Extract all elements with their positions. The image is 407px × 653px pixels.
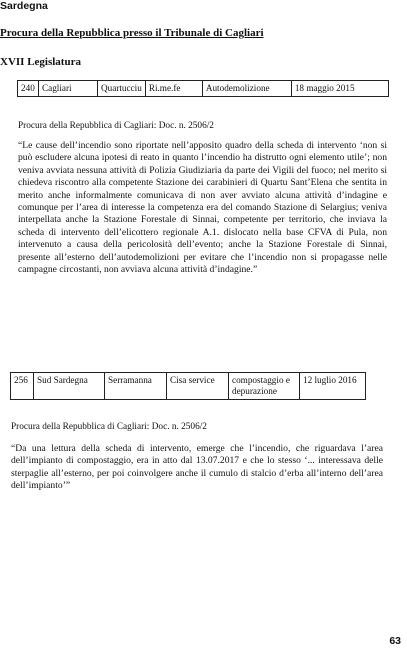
record-number: 256 [11, 373, 34, 400]
document-reference: Procura della Repubblica di Cagliari: Doc. n. 2506/2 [11, 422, 207, 432]
record-date: 18 maggio 2015 [291, 81, 388, 97]
quote-text: “Le cause dell’incendio sono riportate nell’apposito quadro della scheda di intervento ‘non si può escludere alcuna ipotesi di reato in quanto l’incendio ha distrutto ogni elemento utile’; non veniva avviata nessuna attività di Polizia Giudiziaria da parte dei Vigili del fuoco; nel merito si chiedeva riscontro alla competente Stazione dei carabinieri di Quartu Sant’Elena che sentita in merito anche informalmente comunicava di non aver avviato alcuna attività d’indagine e comunque per l’area di interesse la competenza era del comando Stazione di Selargius; veniva interpellata anche la Stazione Forestale di Sinnai, competente per territorio, che inviava la scheda di intervento dell’elicottero regionale A.1. dislocato nella base CFVA di Pula, non intervenuto a causa della pericolosità dell’evento; anche la Stazione Forestale di Sinnai, presente all’esterno dell’autodemolizioni per evitare che l’incendio non si propagasse nelle campagne circostanti, non avviava alcuna attività d’indagine.” [18, 140, 387, 276]
record-date: 12 luglio 2016 [300, 373, 366, 400]
procura-heading: Procura della Repubblica presso il Tribunale di Cagliari [0, 27, 264, 39]
record-activity: compostaggio e depurazione [229, 373, 300, 400]
record-company: Cisa service [167, 373, 229, 400]
record-province: Sud Sardegna [34, 373, 105, 400]
record-province: Cagliari [39, 81, 98, 97]
record-company: Ri.me.fe [145, 81, 202, 97]
page-number: 63 [389, 635, 401, 647]
record-municipality: Serramanna [105, 373, 167, 400]
document-reference: Procura della Repubblica di Cagliari: Doc. n. 2506/2 [18, 121, 214, 131]
table-row [18, 81, 389, 97]
legislatura-heading: XVII Legislatura [0, 56, 81, 68]
record-number: 240 [18, 81, 39, 97]
record-table [10, 372, 366, 400]
table-row [11, 373, 366, 400]
region-heading: Sardegna [0, 0, 48, 12]
quote-text: “Da una lettura della scheda di intervento, emerge che l’incendio, che riguardava l’area dell’impianto di compostaggio, era in atto dal 13.07.2017 e che lo stesso ‘... interessava delle sterpaglie all’esterno, per poi coinvolgere anche il cumulo di stalcio d’erba all’interno dell’area dell’impianto’” [11, 443, 383, 492]
record-table [17, 80, 389, 97]
record-activity: Autodemolizione [202, 81, 291, 97]
record-municipality: Quartucciu [98, 81, 146, 97]
